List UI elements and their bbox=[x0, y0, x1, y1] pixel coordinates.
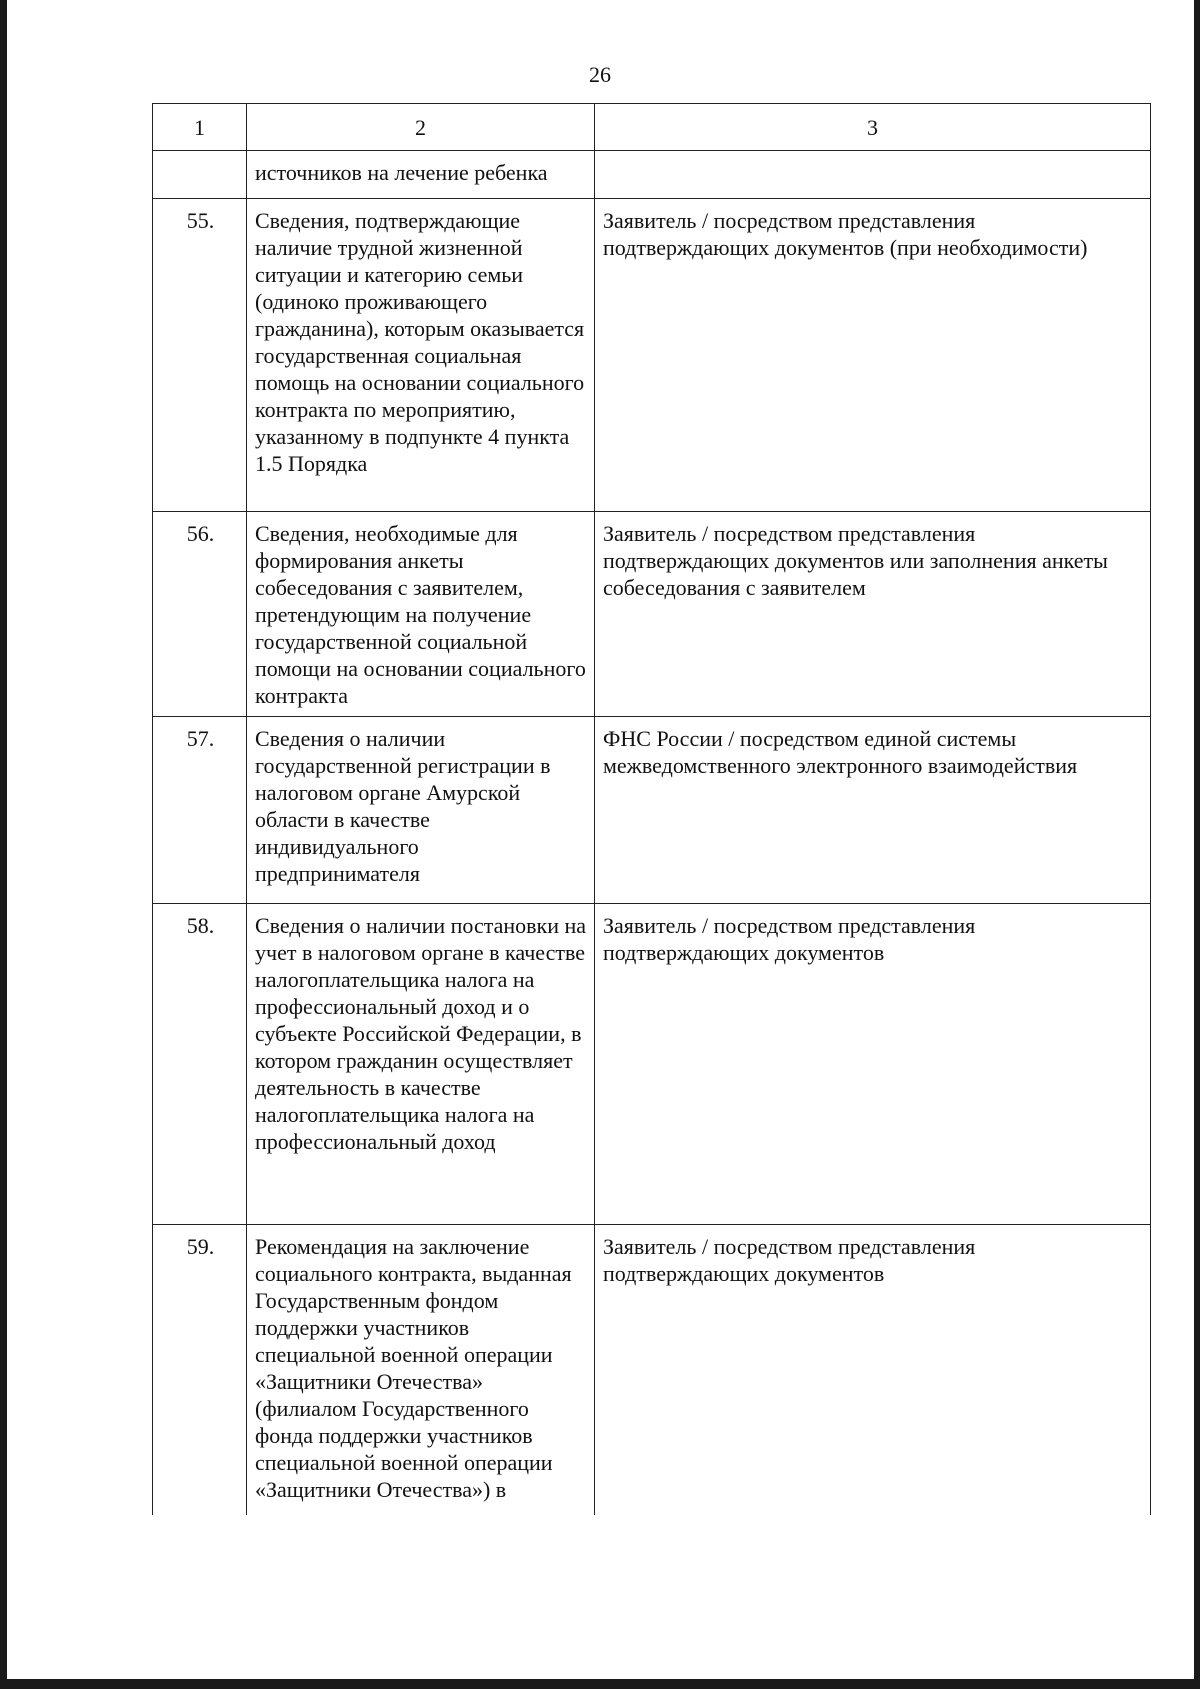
row-information: источников на лечение ребенка bbox=[247, 151, 595, 199]
scan-border-left bbox=[0, 0, 7, 1689]
column-header-2: 2 bbox=[247, 104, 595, 151]
row-number: 58. bbox=[153, 904, 247, 1225]
column-header-1: 1 bbox=[153, 104, 247, 151]
table-row bbox=[153, 904, 1151, 1225]
row-number: 57. bbox=[153, 717, 247, 904]
row-number: 55. bbox=[153, 199, 247, 512]
scan-border-right bbox=[1194, 0, 1200, 1689]
row-source: Заявитель / посредством представления подтверждающих документов (при необходимости) bbox=[595, 199, 1151, 512]
row-information: Сведения, подтверждающие наличие трудной жизненной ситуации и категорию семьи (одиноко проживающего гражданина), которым оказывается государственная социальная помощь на основании социального контракта по мероприятию, указанному в подпункте 4 пункта 1.5 Порядка bbox=[247, 199, 595, 512]
row-number bbox=[153, 151, 247, 199]
table-header-row bbox=[153, 104, 1151, 151]
table-row bbox=[153, 1225, 1151, 1516]
row-source: Заявитель / посредством представления подтверждающих документов bbox=[595, 904, 1151, 1225]
page-number: 26 bbox=[589, 62, 611, 87]
row-information: Сведения, необходимые для формирования анкеты собеседования с заявителем, претендующим на получение государственной социальной помощи на основании социального контракта bbox=[247, 512, 595, 717]
row-number: 59. bbox=[153, 1225, 247, 1516]
row-source bbox=[595, 151, 1151, 199]
row-number: 56. bbox=[153, 512, 247, 717]
column-header-3: 3 bbox=[595, 104, 1151, 151]
table-row bbox=[153, 151, 1151, 199]
row-source: Заявитель / посредством представления подтверждающих документов или заполнения анкеты собеседования с заявителем bbox=[595, 512, 1151, 717]
scan-border-bottom bbox=[0, 1679, 1200, 1689]
row-source: Заявитель / посредством представления подтверждающих документов bbox=[595, 1225, 1151, 1516]
row-information: Рекомендация на заключение социального контракта, выданная Государственным фондом поддержки участников специальной военной операции «Защитники Отечества» (филиалом Государственного фонда поддержки участников специальной военной операции «Защитники Отечества») в bbox=[247, 1225, 595, 1516]
table-row bbox=[153, 199, 1151, 512]
table-row bbox=[153, 717, 1151, 904]
document-table bbox=[152, 103, 1151, 1515]
row-information: Сведения о наличии государственной регистрации в налоговом органе Амурской области в качестве индивидуального предпринимателя bbox=[247, 717, 595, 904]
table-row bbox=[153, 512, 1151, 717]
row-source: ФНС России / посредством единой системы межведомственного электронного взаимодействия bbox=[595, 717, 1151, 904]
row-information: Сведения о наличии постановки на учет в налоговом органе в качестве налогоплательщика налога на профессиональный доход и о субъекте Российской Федерации, в котором гражданин осуществляет деятельность в качестве налогоплательщика налога на профессиональный доход bbox=[247, 904, 595, 1225]
